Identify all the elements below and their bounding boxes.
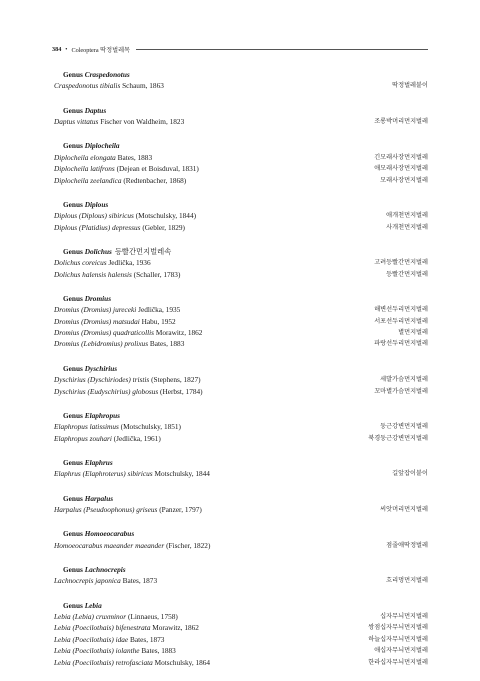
page-number: 384 — [52, 45, 62, 53]
species-korean-name: 파랑선두리먼지벌레 — [374, 340, 428, 348]
genus-block — [54, 199, 428, 233]
species-entry — [54, 433, 161, 444]
species-name: Dromius (Lebidromius) prolixus — [54, 339, 149, 349]
species-korean-name: 북경둥근강변먼지벌레 — [368, 434, 428, 442]
genus-block — [54, 293, 428, 350]
species-entry — [54, 210, 196, 221]
species-entry — [54, 504, 202, 515]
species-author: Jedlička, 1935 — [138, 305, 181, 315]
species-row — [54, 634, 428, 645]
species-row — [54, 257, 428, 268]
species-author: Bates, 1883 — [117, 152, 153, 162]
species-korean-name: 둥근강변먼지벌레 — [380, 423, 428, 431]
genus-heading: Genus Daptus — [63, 105, 107, 115]
species-row — [54, 175, 428, 186]
genus-name: Elaphrus — [84, 457, 113, 467]
species-entry — [54, 257, 151, 268]
species-korean-name: 긴모래사장먼지벌레 — [374, 153, 428, 161]
species-name: Lebia (Poecilothais) idae — [54, 634, 129, 644]
species-row — [54, 269, 428, 280]
species-korean-name: 조롱박머리먼지벌레 — [374, 118, 428, 126]
species-author: (Stephens, 1827) — [151, 375, 201, 385]
genus-block — [54, 363, 428, 397]
species-name: Elaphrus (Elaphroterus) sibiricus — [54, 469, 153, 479]
species-name: Homoeocarabus maeander maeander — [54, 540, 165, 550]
species-korean-name: 십자무늬먼지벌레 — [380, 612, 428, 620]
species-author: (Motschulsky, 1851) — [120, 422, 181, 432]
species-row — [54, 374, 428, 385]
species-row — [54, 421, 428, 432]
species-korean-name: 등빨간먼지벌레 — [386, 270, 428, 278]
species-row — [54, 338, 428, 349]
species-author: (Gebler, 1829) — [142, 222, 185, 232]
species-author: (Fischer, 1822) — [166, 540, 211, 550]
species-name: Harpalus (Pseudoophonus) griseus — [54, 504, 158, 514]
species-entry — [54, 327, 202, 338]
species-entry — [54, 269, 180, 280]
species-author: (Jedlička, 1961) — [113, 433, 161, 443]
species-author: (Herbst, 1784) — [160, 386, 203, 396]
genus-block — [54, 564, 428, 587]
genus-block — [54, 457, 428, 480]
species-author: Motschulsky, 1864 — [154, 657, 211, 667]
species-korean-name: 쌍점십자무늬먼지벌레 — [368, 624, 428, 632]
species-entry — [54, 575, 157, 586]
species-entry — [54, 657, 210, 668]
species-author: Bates, 1883 — [149, 339, 185, 349]
species-korean-name: 서포선두리먼지벌레 — [374, 317, 428, 325]
species-korean-name: 별먼지벌레 — [398, 329, 428, 337]
species-row — [54, 540, 428, 551]
genus-heading: Genus Dromius — [63, 293, 112, 303]
species-korean-name: 씨앗머리먼지벌레 — [380, 505, 428, 513]
species-korean-name: 애개천먼지벌레 — [386, 212, 428, 220]
species-entry — [54, 304, 180, 315]
species-korean-name: 한라십자무늬먼지벌레 — [368, 658, 428, 666]
genus-heading: Genus Harpalus — [63, 493, 114, 503]
species-name: Dyschirius (Dyschiriodes) tristis — [54, 375, 150, 385]
species-author: Schaum, 1863 — [122, 81, 164, 91]
header-rule — [136, 49, 428, 50]
species-author: Fischer von Waldheim, 1823 — [100, 117, 185, 127]
species-korean-name: 하늘십자무늬먼지벌레 — [368, 635, 428, 643]
running-title: Coleoptera 딱정벌레목 — [71, 46, 131, 54]
species-korean-name: 애모래사장먼지벌레 — [374, 165, 428, 173]
species-entry — [54, 222, 185, 233]
genus-name: Lebia — [84, 600, 102, 610]
header-separator: • — [65, 45, 68, 53]
species-korean-name: 점줄애딱정벌레 — [386, 541, 428, 549]
species-author: Motschulsky, 1844 — [154, 469, 210, 479]
species-author: (Redtenbacher, 1868) — [123, 175, 187, 185]
genus-name: Dyschirius — [84, 363, 118, 373]
genus-block — [54, 600, 428, 668]
species-row — [54, 116, 428, 127]
species-entry — [54, 316, 176, 327]
genus-heading: Genus Lebia — [63, 600, 102, 610]
genus-heading: Genus Craspedonotus — [63, 70, 130, 79]
species-entry — [54, 338, 184, 349]
genus-heading: Genus Diplocheila — [63, 141, 120, 151]
species-name: Dyschirius (Eudyschirius) globosus — [54, 386, 159, 396]
species-name: Dromius (Dromius) jureceki — [54, 305, 137, 315]
species-row — [54, 504, 428, 515]
species-row — [54, 468, 428, 479]
species-entry — [54, 374, 201, 385]
species-author: Morawitz, 1862 — [155, 328, 203, 338]
species-row — [54, 327, 428, 338]
species-author: (Schaller, 1783) — [133, 269, 181, 279]
genus-name: Homoeocarabus — [84, 529, 135, 539]
species-row — [54, 80, 428, 91]
species-row — [54, 657, 428, 668]
species-korean-name: 해변선두리먼지벌레 — [374, 306, 428, 314]
species-author: (Motschulsky, 1844) — [135, 211, 197, 221]
genus-name: Harpalus — [84, 493, 114, 503]
species-name: Elaphropus zouhari — [54, 433, 112, 443]
species-name: Diplocheila latifrons — [54, 164, 115, 174]
species-row — [54, 433, 428, 444]
species-row — [54, 611, 428, 622]
species-entry — [54, 386, 203, 397]
species-entry — [54, 540, 210, 551]
species-entry — [54, 421, 181, 432]
genus-heading: Genus Diplous — [63, 199, 109, 209]
genus-heading: Genus Elaphrus — [63, 457, 113, 467]
species-korean-name: 애십자무늬먼지벌레 — [374, 647, 428, 655]
genus-heading: Genus Lachnocrepis — [63, 564, 126, 574]
genus-korean-name: 등빨간먼지벌레속 — [114, 246, 172, 256]
species-author: Jedlička, 1936 — [108, 258, 151, 268]
genus-heading: Genus Elaphropus — [63, 410, 120, 420]
species-name: Daptus vittatus — [54, 117, 99, 127]
species-row — [54, 152, 428, 163]
species-row — [54, 622, 428, 633]
species-entry — [54, 634, 164, 645]
genus-block — [54, 528, 428, 551]
species-korean-name: 길앞잡이붙이 — [392, 470, 428, 478]
genus-name: Daptus — [84, 105, 107, 115]
species-author: (Panzer, 1797) — [159, 504, 202, 514]
genus-block — [54, 410, 428, 444]
species-entry — [54, 645, 176, 656]
species-name: Elaphropus latissimus — [54, 422, 119, 432]
species-name: Dromius (Dromius) matsudai — [54, 316, 140, 326]
species-entry — [54, 80, 164, 91]
species-row — [54, 386, 428, 397]
genus-name: Craspedonotus — [84, 70, 130, 79]
species-author: Habu, 1952 — [141, 316, 176, 326]
genus-name: Elaphropus — [84, 410, 120, 420]
species-korean-name: 세발가슴먼지벌레 — [380, 376, 428, 384]
species-name: Lebia (Poecilothais) bifenestrata — [54, 623, 151, 633]
species-name: Dolichus coreicus — [54, 258, 107, 268]
species-name: Diplous (Diplous) sibiricus — [54, 211, 134, 221]
genus-name: Dromius — [84, 293, 112, 303]
genus-name: Lachnocrepis — [84, 564, 126, 574]
genus-heading: Genus Dyschirius — [63, 363, 118, 373]
species-entry — [54, 611, 178, 622]
species-korean-name: 고려등빨간먼지벌레 — [374, 259, 428, 267]
genus-block — [54, 69, 428, 92]
species-list — [54, 69, 428, 681]
species-row — [54, 575, 428, 586]
genus-block — [54, 140, 428, 186]
genus-heading: Genus Dolichus 등빨간먼지벌레속 — [63, 246, 172, 256]
species-name: Dolichus halensis halensis — [54, 269, 132, 279]
species-korean-name: 사개천먼지벌레 — [386, 223, 428, 231]
species-entry — [54, 116, 184, 127]
species-author: Morawitz, 1862 — [152, 623, 199, 633]
species-name: Diplocheila elongata — [54, 152, 116, 162]
species-author: Bates, 1873 — [122, 576, 158, 586]
page-header — [52, 43, 428, 55]
species-author: Bates, 1883 — [141, 646, 176, 656]
species-korean-name: 딱정벌레붙이 — [392, 82, 428, 90]
species-author: (Dejean et Boisduval, 1831) — [116, 164, 199, 174]
species-author: (Linnaeus, 1758) — [127, 611, 178, 621]
species-korean-name: 꼬마별가슴먼지벌레 — [374, 387, 428, 395]
species-row — [54, 316, 428, 327]
species-name: Craspedonotus tibialis — [54, 81, 121, 91]
species-entry — [54, 152, 152, 163]
species-entry — [54, 175, 186, 186]
species-row — [54, 304, 428, 315]
species-row — [54, 210, 428, 221]
genus-block — [54, 246, 428, 280]
species-korean-name: 모래사장먼지벌레 — [380, 176, 428, 184]
species-row — [54, 163, 428, 174]
species-korean-name: 흐리멍먼지벌레 — [386, 577, 428, 585]
species-name: Lachnocrepis japonica — [54, 576, 121, 586]
genus-name: Dolichus — [84, 246, 112, 256]
species-name: Dromius (Dromius) quadraticollis — [54, 328, 154, 338]
genus-name: Diplous — [84, 199, 109, 209]
species-row — [54, 222, 428, 233]
genus-name: Diplocheila — [84, 141, 120, 151]
genus-block — [54, 493, 428, 516]
genus-block — [54, 105, 428, 128]
species-row — [54, 645, 428, 656]
species-name: Lebia (Poecilothais) iolanthe — [54, 646, 140, 656]
species-entry — [54, 163, 199, 174]
species-author: Bates, 1873 — [130, 634, 165, 644]
species-name: Lebia (Lebia) cruxminor — [54, 611, 127, 621]
species-name: Diplous (Platidius) depressus — [54, 222, 141, 232]
species-entry — [54, 468, 210, 479]
species-name: Lebia (Poecilothais) retrofasciata — [54, 657, 153, 667]
species-name: Diplocheila zeelandica — [54, 175, 122, 185]
species-entry — [54, 622, 199, 633]
genus-heading: Genus Homoeocarabus — [63, 529, 135, 539]
